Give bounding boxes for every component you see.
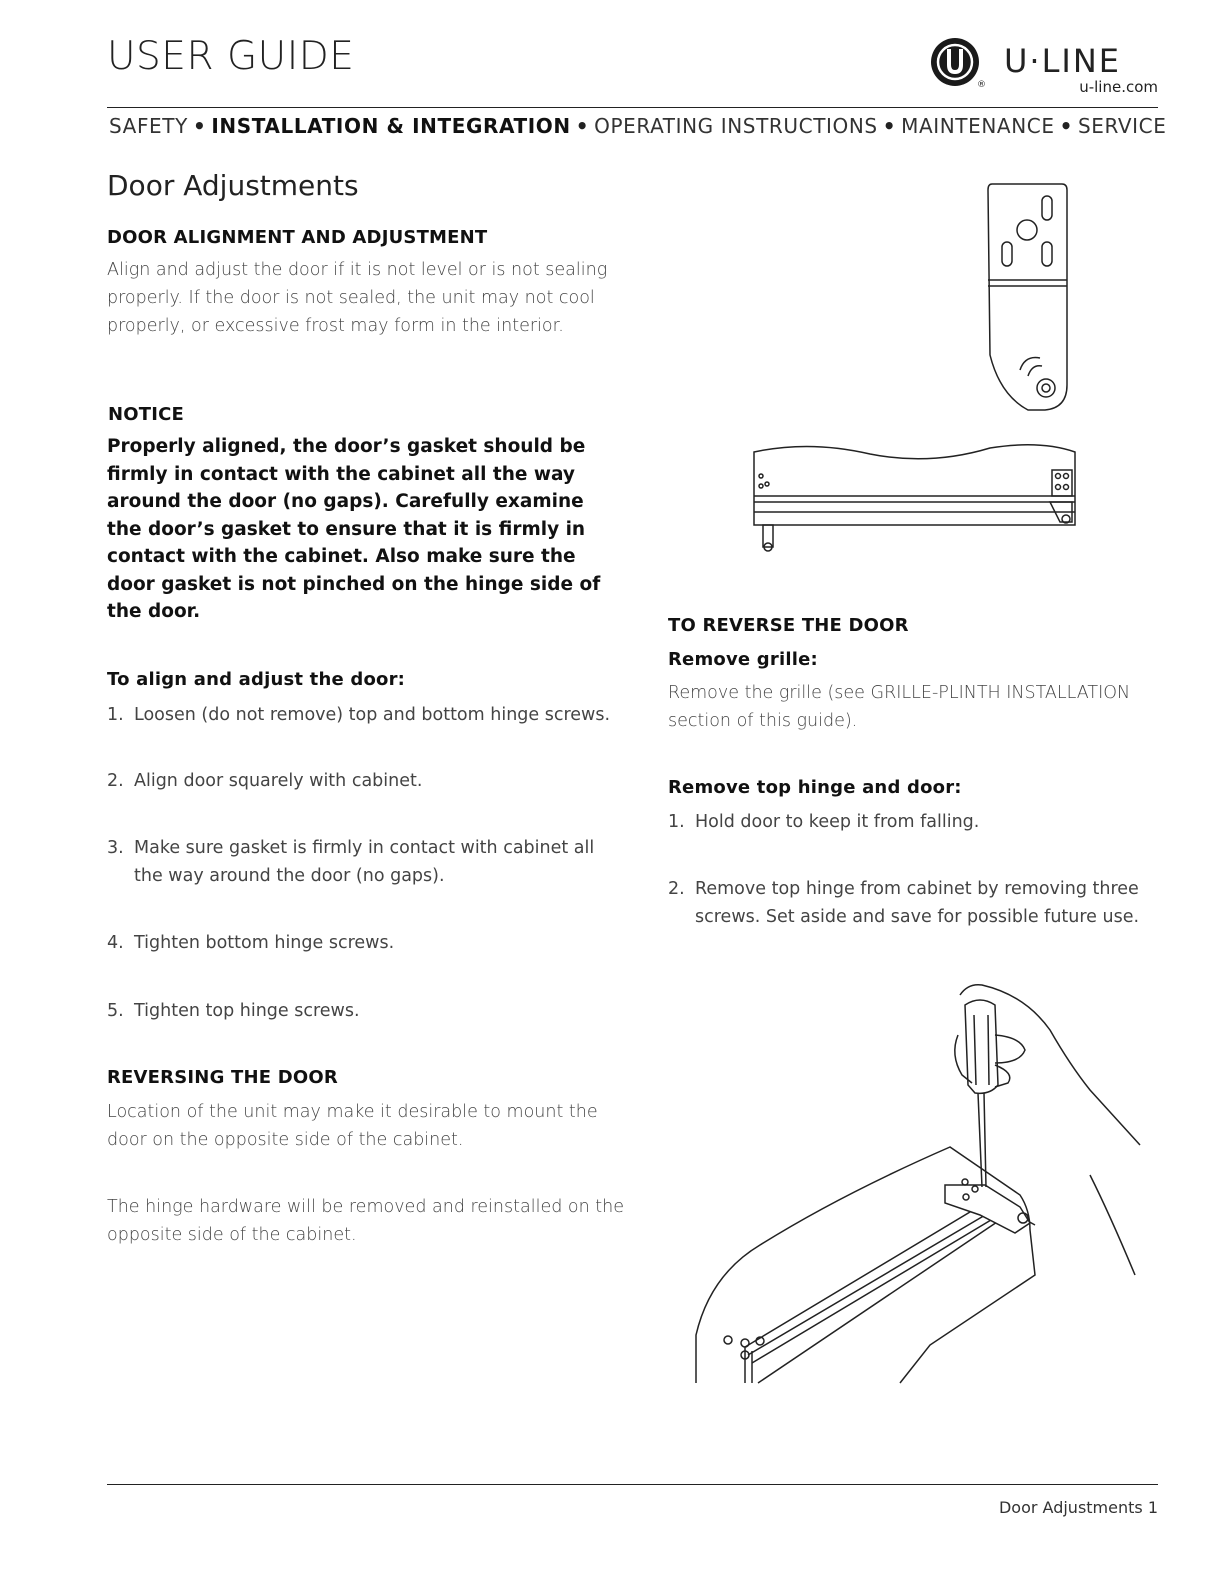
list-item: 4. Tighten bottom hinge screws.: [107, 933, 395, 953]
list-item: 1. Loosen (do not remove) top and bottom hinge screws.: [107, 705, 611, 725]
alignment-paragraph: Align and adjust the door if it is not level or is not sealing properly. If the door is not sealed, the unit may not cool properly, or excessive frost may form in the interior.: [107, 260, 608, 336]
grille-paragraph: Remove the grille (see GRILLE-PLINTH INSTALLATION section of this guide).: [668, 683, 1131, 731]
top-hinge-heading: Remove top hinge and door:: [668, 777, 962, 798]
align-steps-heading: To align and adjust the door:: [107, 669, 406, 690]
hinge-removal-illustration: [690, 975, 1150, 1385]
reverse-heading: TO REVERSE THE DOOR: [668, 615, 909, 636]
list-item: 1. Hold door to keep it from falling.: [668, 812, 980, 832]
section-nav: SAFETY • INSTALLATION & INTEGRATION • OPERATING INSTRUCTIONS • MAINTENANCE • SERVICE: [109, 114, 1167, 138]
brand-name: U·LINE: [1004, 42, 1122, 80]
page-footer: Door Adjustments 1: [998, 1498, 1158, 1517]
page-title: Door Adjustments: [107, 169, 359, 202]
header-divider: [107, 107, 1158, 108]
reversing-heading: REVERSING THE DOOR: [107, 1067, 338, 1088]
list-item: 2. Align door squarely with cabinet.: [107, 771, 423, 791]
nav-item-operating[interactable]: OPERATING INSTRUCTIONS: [594, 114, 878, 138]
list-item: 5. Tighten top hinge screws.: [107, 1001, 360, 1021]
footer-divider: [107, 1484, 1158, 1485]
notice-heading: NOTICE: [108, 404, 185, 425]
grille-heading: Remove grille:: [668, 649, 818, 670]
nav-item-installation[interactable]: INSTALLATION & INTEGRATION: [211, 114, 571, 138]
list-item: 2. Remove top hinge from cabinet by removing three screws. Set aside and save for possible future use.: [668, 879, 1140, 927]
nav-item-maintenance[interactable]: MAINTENANCE: [901, 114, 1055, 138]
reversing-paragraph-1: Location of the unit may make it desirable to mount the door on the opposite side of the cabinet.: [107, 1102, 598, 1150]
hinge-plate-illustration: [980, 180, 1075, 415]
list-item: 3. Make sure gasket is firmly in contact with cabinet all the way around the door (no gaps).: [107, 838, 595, 886]
registered-mark: ®: [977, 80, 986, 90]
brand-url[interactable]: u-line.com: [1079, 78, 1158, 96]
guide-title: USER GUIDE: [107, 34, 355, 79]
notice-paragraph: Properly aligned, the door’s gasket should be firmly in contact with the cabinet all the way around the door (no gaps). Carefully examine the door’s gasket to ensure that it is firmly in contact with the cabinet. Also make sure the door gasket is not pinched on the hinge side of the door.: [107, 436, 601, 622]
door-top-illustration: [750, 440, 1080, 560]
alignment-heading: DOOR ALIGNMENT AND ADJUSTMENT: [107, 227, 488, 248]
nav-item-safety[interactable]: SAFETY: [109, 114, 188, 138]
nav-item-service[interactable]: SERVICE: [1077, 114, 1167, 138]
reversing-paragraph-2: The hinge hardware will be removed and reinstalled on the opposite side of the cabinet.: [107, 1197, 624, 1245]
